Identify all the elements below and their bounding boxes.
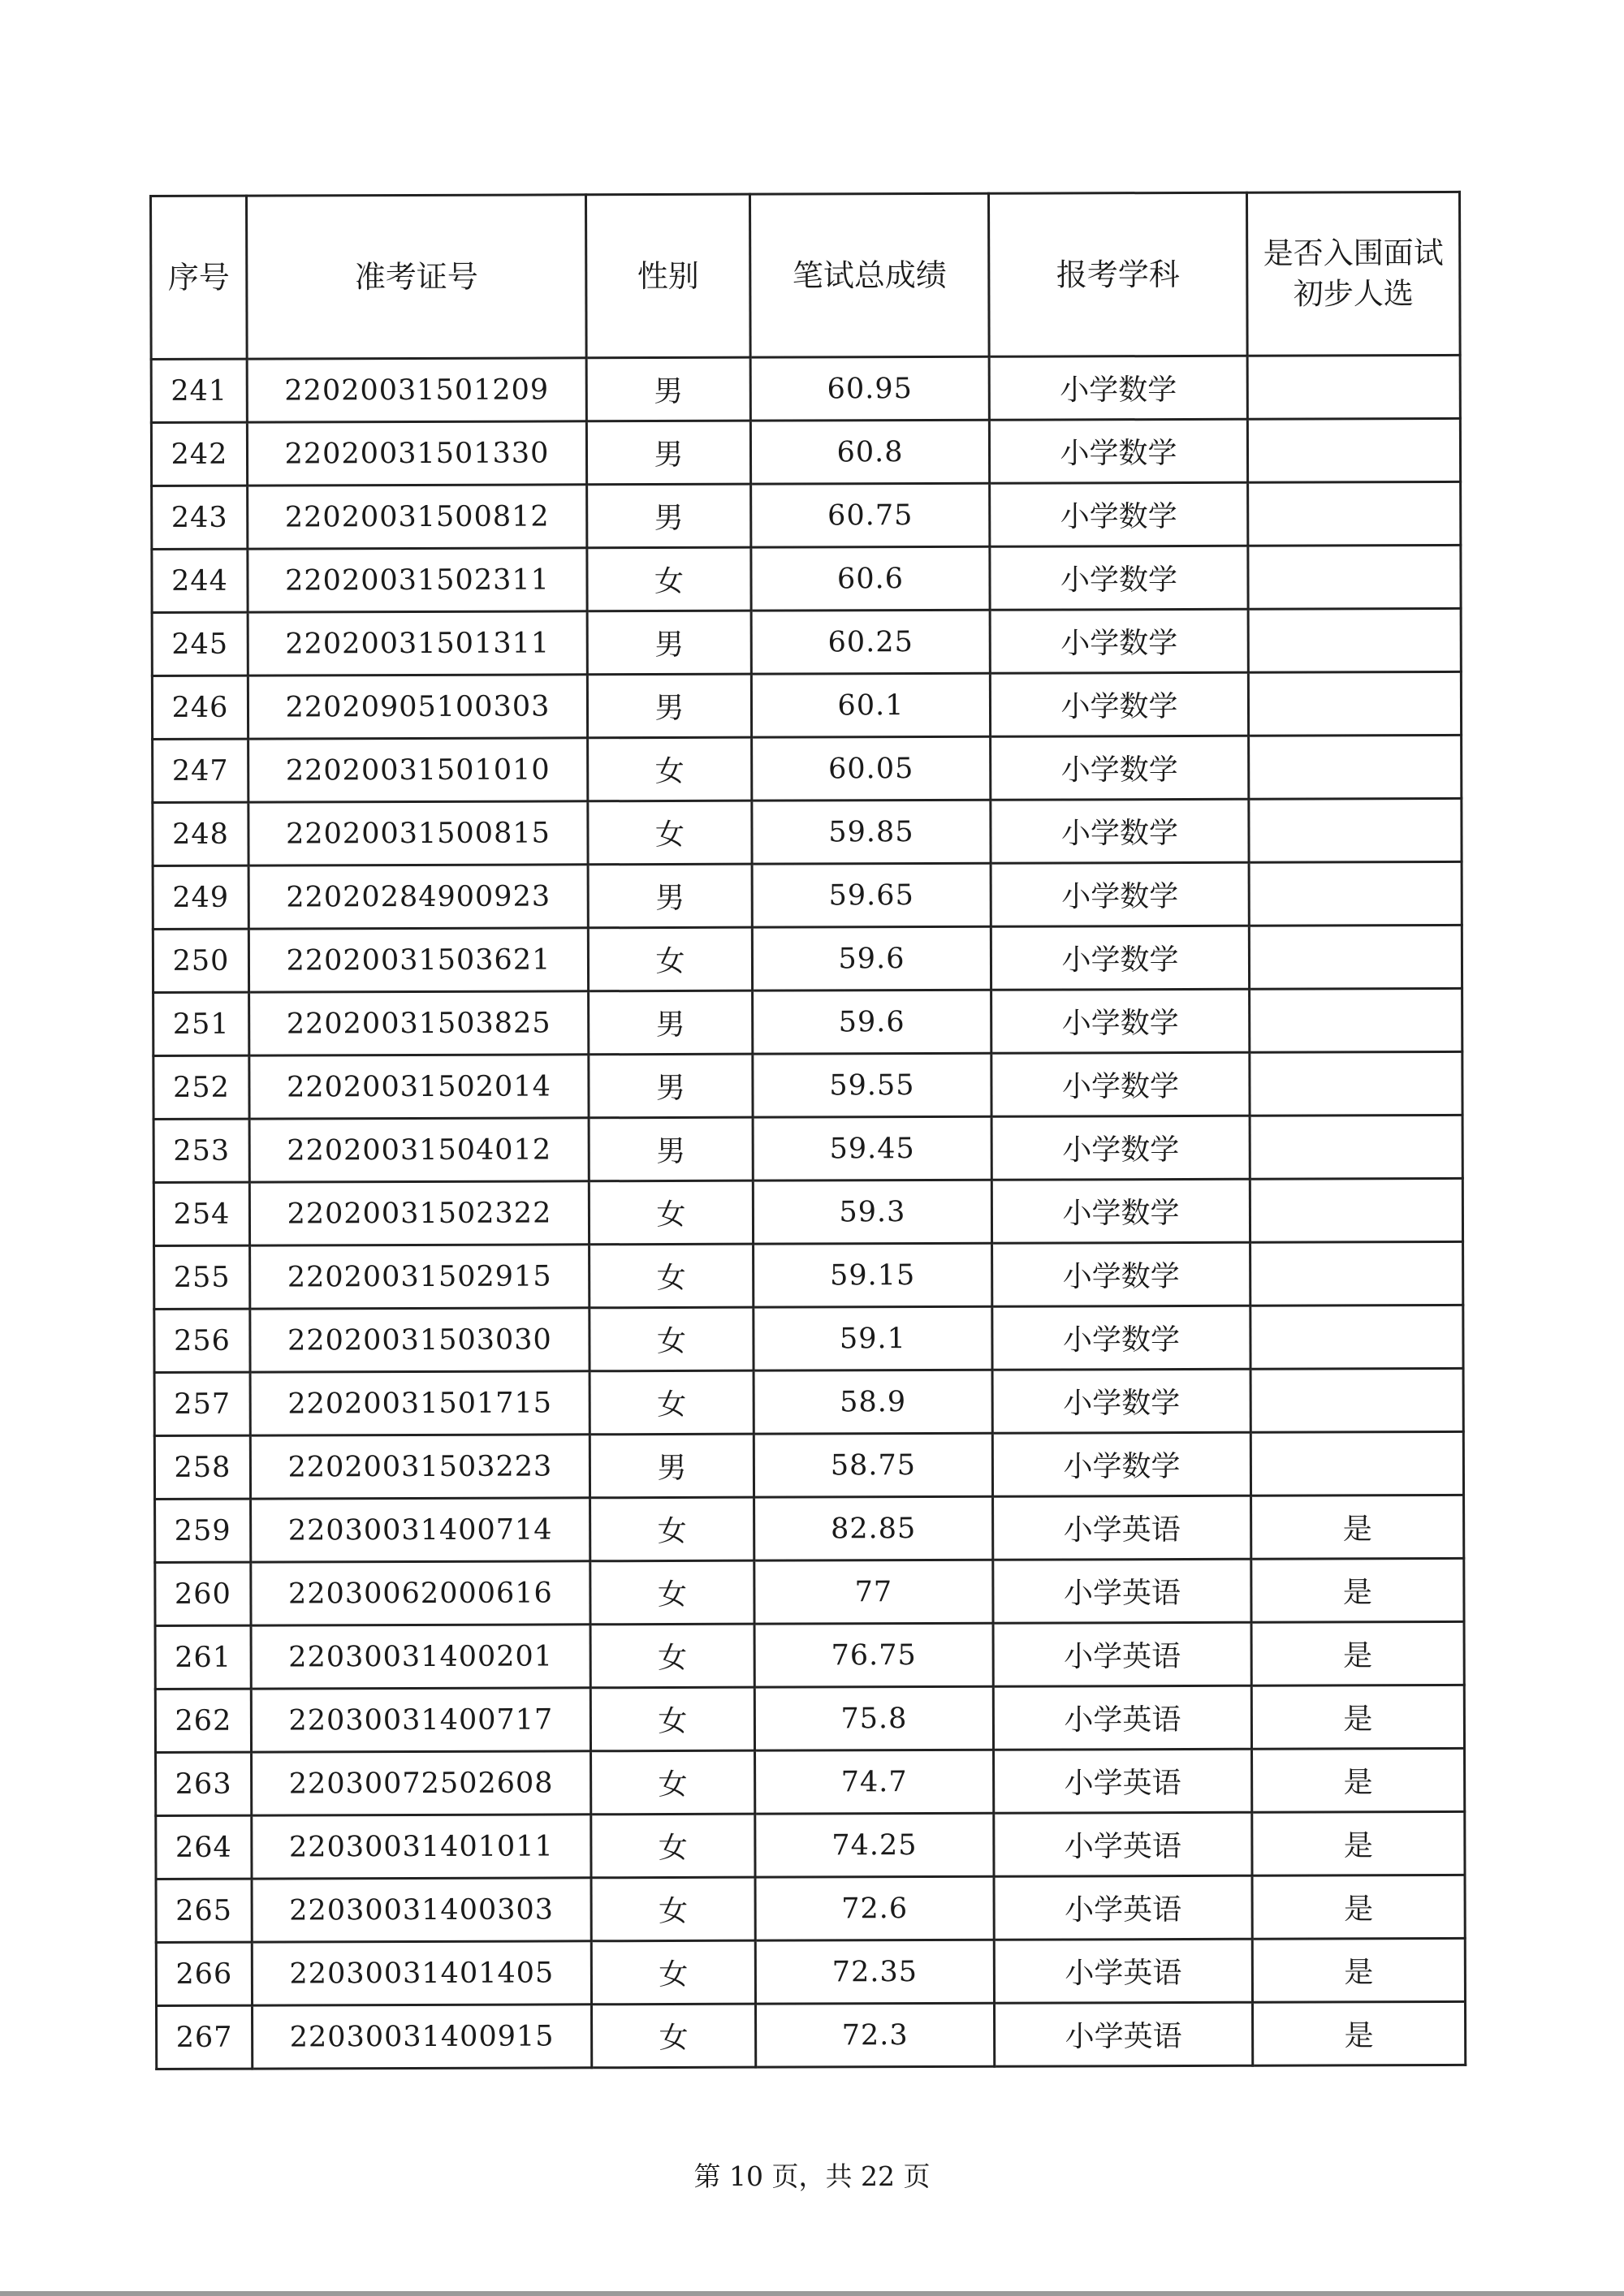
cell-score: 60.75 xyxy=(751,483,990,547)
cell-seq: 262 xyxy=(155,1689,251,1752)
cell-shortlisted: 是 xyxy=(1252,1875,1465,1939)
cell-gender: 女 xyxy=(592,2004,756,2068)
page-footer xyxy=(0,2156,1624,2194)
cell-shortlisted xyxy=(1248,481,1461,546)
cell-subject: 小学数学 xyxy=(991,736,1249,800)
cell-exam-id: 22020031501010 xyxy=(248,738,588,802)
cell-exam-id: 22020031500815 xyxy=(248,801,588,865)
cell-score: 59.6 xyxy=(752,926,991,990)
cell-seq: 261 xyxy=(155,1625,251,1689)
cell-gender: 女 xyxy=(588,737,752,801)
table-row xyxy=(152,608,1461,675)
cell-score: 76.75 xyxy=(754,1623,993,1687)
score-table xyxy=(149,191,1466,2070)
cell-gender: 男 xyxy=(586,357,750,421)
cell-score: 72.6 xyxy=(755,1876,994,1940)
cell-gender: 男 xyxy=(589,1117,753,1181)
cell-exam-id: 22020905100303 xyxy=(248,675,587,739)
cell-subject: 小学数学 xyxy=(991,1116,1250,1180)
cell-exam-id: 22030031400915 xyxy=(253,2005,592,2069)
scan-edge xyxy=(0,2291,1624,2296)
cell-score: 58.9 xyxy=(754,1370,992,1434)
cell-subject: 小学数学 xyxy=(992,1242,1250,1306)
cell-gender: 男 xyxy=(590,1434,754,1498)
cell-exam-id: 22030031400303 xyxy=(252,1878,591,1942)
cell-score: 59.55 xyxy=(753,1053,991,1117)
cell-score: 59.45 xyxy=(753,1116,991,1180)
cell-shortlisted xyxy=(1250,1051,1462,1116)
header-gender: 性别 xyxy=(586,194,751,358)
cell-score: 60.25 xyxy=(751,610,990,674)
cell-seq: 244 xyxy=(152,549,248,612)
cell-exam-id: 22020031502311 xyxy=(248,548,587,612)
cell-subject: 小学英语 xyxy=(993,1685,1251,1750)
table-row xyxy=(154,1431,1463,1499)
cell-gender: 女 xyxy=(587,547,751,611)
cell-shortlisted xyxy=(1248,545,1461,609)
cell-gender: 女 xyxy=(590,1307,754,1371)
cell-gender: 女 xyxy=(591,1750,755,1815)
cell-subject: 小学数学 xyxy=(989,356,1247,420)
cell-score: 77 xyxy=(754,1560,993,1624)
cell-subject: 小学数学 xyxy=(990,482,1248,546)
cell-exam-id: 22030031401405 xyxy=(252,1941,591,2005)
cell-subject: 小学数学 xyxy=(991,862,1249,926)
cell-score: 60.95 xyxy=(750,356,989,421)
cell-exam-id: 22030072502608 xyxy=(252,1751,591,1815)
cell-score: 60.6 xyxy=(751,546,990,611)
cell-gender: 女 xyxy=(590,1687,754,1751)
cell-shortlisted xyxy=(1249,861,1462,926)
cell-subject: 小学数学 xyxy=(991,989,1250,1053)
table-row xyxy=(152,545,1461,612)
cell-subject: 小学数学 xyxy=(989,419,1247,483)
header-subject: 报考学科 xyxy=(988,192,1247,356)
cell-exam-id: 22020031503223 xyxy=(250,1435,590,1499)
cell-subject: 小学数学 xyxy=(992,1306,1250,1370)
table-body xyxy=(151,355,1466,2069)
cell-exam-id: 22020031501715 xyxy=(250,1371,590,1435)
cell-shortlisted xyxy=(1247,355,1460,419)
cell-seq: 248 xyxy=(153,802,248,865)
cell-seq: 257 xyxy=(154,1372,250,1435)
cell-shortlisted: 是 xyxy=(1252,1938,1465,2002)
cell-subject: 小学英语 xyxy=(994,1749,1252,1813)
cell-seq: 264 xyxy=(156,1815,252,1879)
cell-gender: 男 xyxy=(589,990,753,1055)
cell-seq: 246 xyxy=(152,675,248,739)
cell-exam-id: 22020031503825 xyxy=(249,991,589,1055)
cell-subject: 小学数学 xyxy=(991,1179,1250,1243)
cell-score: 72.3 xyxy=(756,2003,995,2067)
cell-gender: 女 xyxy=(589,1180,753,1245)
cell-subject: 小学数学 xyxy=(990,609,1248,673)
cell-subject: 小学英语 xyxy=(994,1939,1252,2003)
cell-gender: 女 xyxy=(591,1814,755,1878)
cell-score: 59.3 xyxy=(753,1180,991,1244)
cell-score: 60.8 xyxy=(750,420,989,484)
cell-exam-id: 22020284900923 xyxy=(248,865,588,929)
header-score: 笔试总成绩 xyxy=(750,193,990,357)
cell-subject: 小学英语 xyxy=(994,1812,1252,1876)
cell-subject: 小学英语 xyxy=(993,1622,1251,1686)
footer-suffix: 页 xyxy=(903,2160,931,2192)
cell-seq: 267 xyxy=(157,2005,253,2069)
cell-score: 59.1 xyxy=(754,1306,992,1370)
table-row xyxy=(152,481,1461,549)
cell-shortlisted: 是 xyxy=(1251,1621,1464,1685)
cell-shortlisted xyxy=(1250,1241,1463,1306)
cell-shortlisted: 是 xyxy=(1251,1558,1464,1622)
cell-gender: 男 xyxy=(588,864,752,928)
cell-seq: 260 xyxy=(155,1562,251,1625)
table-row xyxy=(153,925,1462,992)
cell-shortlisted xyxy=(1249,735,1462,799)
cell-subject: 小学英语 xyxy=(994,1875,1252,1940)
cell-shortlisted xyxy=(1250,1305,1463,1369)
cell-seq: 263 xyxy=(156,1752,252,1815)
cell-shortlisted xyxy=(1250,988,1462,1052)
cell-subject: 小学数学 xyxy=(992,1432,1250,1496)
cell-seq: 259 xyxy=(155,1499,251,1562)
cell-subject: 小学英语 xyxy=(993,1559,1251,1623)
table-row xyxy=(156,1748,1465,1815)
cell-seq: 251 xyxy=(153,992,249,1055)
cell-shortlisted xyxy=(1249,925,1462,989)
cell-exam-id: 22020031502915 xyxy=(250,1245,590,1309)
cell-gender: 女 xyxy=(588,801,752,865)
cell-gender: 女 xyxy=(591,1877,755,1941)
table-row xyxy=(152,671,1461,739)
table-row xyxy=(151,355,1460,422)
cell-score: 59.6 xyxy=(753,990,991,1054)
footer-total-pages: 22 xyxy=(861,2160,895,2192)
cell-subject: 小学数学 xyxy=(990,546,1248,610)
table-row xyxy=(153,988,1462,1055)
cell-gender: 女 xyxy=(590,1370,754,1435)
cell-exam-id: 22020031502014 xyxy=(249,1055,589,1119)
cell-score: 74.25 xyxy=(755,1813,994,1877)
cell-gender: 女 xyxy=(590,1624,754,1688)
cell-exam-id: 22030031400717 xyxy=(251,1688,590,1752)
cell-gender: 男 xyxy=(589,1054,753,1118)
cell-exam-id: 22020031502322 xyxy=(249,1181,589,1245)
table-row xyxy=(153,1051,1462,1119)
cell-seq: 256 xyxy=(154,1309,250,1372)
header-seq: 序号 xyxy=(151,196,248,359)
cell-exam-id: 22020031501330 xyxy=(247,421,586,486)
footer-middle: 页，共 xyxy=(771,2160,853,2192)
cell-exam-id: 22030031401011 xyxy=(252,1815,591,1879)
cell-score: 60.1 xyxy=(751,673,990,737)
cell-subject: 小学英语 xyxy=(993,1495,1251,1560)
cell-shortlisted xyxy=(1250,1368,1463,1432)
cell-score: 74.7 xyxy=(755,1750,994,1814)
cell-exam-id: 22030062000616 xyxy=(251,1561,590,1625)
cell-seq: 252 xyxy=(153,1055,249,1119)
cell-shortlisted: 是 xyxy=(1251,1495,1464,1559)
table-row xyxy=(154,1305,1463,1372)
cell-seq: 254 xyxy=(153,1182,249,1245)
cell-shortlisted: 是 xyxy=(1253,2001,1466,2065)
table-row xyxy=(153,735,1462,802)
cell-exam-id: 22020031501311 xyxy=(248,611,587,675)
footer-prefix: 第 xyxy=(693,2160,721,2192)
cell-shortlisted xyxy=(1250,1431,1463,1495)
table-row xyxy=(155,1685,1464,1752)
cell-shortlisted xyxy=(1247,418,1460,482)
table-row xyxy=(153,1115,1462,1182)
footer-page-number: 10 xyxy=(729,2160,763,2192)
cell-score: 59.65 xyxy=(752,863,991,927)
table-row xyxy=(153,861,1462,929)
cell-gender: 女 xyxy=(591,1940,755,2005)
cell-subject: 小学数学 xyxy=(991,1052,1250,1116)
cell-subject: 小学数学 xyxy=(990,672,1248,736)
cell-seq: 247 xyxy=(153,739,248,802)
table-row xyxy=(154,1368,1463,1435)
cell-seq: 249 xyxy=(153,865,248,929)
cell-exam-id: 22020031503030 xyxy=(250,1308,590,1372)
cell-score: 75.8 xyxy=(754,1686,993,1750)
table-row xyxy=(151,418,1460,486)
cell-seq: 266 xyxy=(156,1942,252,2005)
cell-shortlisted xyxy=(1250,1178,1462,1242)
cell-score: 59.85 xyxy=(752,800,991,864)
header-row xyxy=(151,192,1461,359)
cell-score: 59.15 xyxy=(754,1243,992,1307)
cell-gender: 男 xyxy=(587,611,751,675)
cell-score: 60.05 xyxy=(752,736,991,801)
cell-shortlisted: 是 xyxy=(1252,1811,1465,1875)
cell-score: 72.35 xyxy=(755,1940,994,2004)
cell-gender: 女 xyxy=(590,1560,754,1625)
cell-exam-id: 22020031500812 xyxy=(248,485,587,549)
cell-seq: 265 xyxy=(156,1879,252,1942)
table-row xyxy=(155,1558,1464,1625)
cell-seq: 243 xyxy=(152,486,248,549)
cell-seq: 253 xyxy=(153,1119,249,1182)
cell-gender: 男 xyxy=(587,484,751,548)
cell-score: 58.75 xyxy=(754,1433,992,1497)
cell-shortlisted xyxy=(1250,1115,1462,1179)
cell-gender: 女 xyxy=(590,1497,754,1561)
cell-seq: 245 xyxy=(152,612,248,675)
cell-score: 82.85 xyxy=(754,1496,993,1560)
header-shortlisted: 是否入围面试初步人选 xyxy=(1246,192,1460,356)
table-row xyxy=(156,1875,1465,1942)
cell-shortlisted xyxy=(1249,798,1462,862)
cell-seq: 255 xyxy=(154,1245,250,1309)
cell-shortlisted: 是 xyxy=(1252,1748,1465,1812)
cell-shortlisted xyxy=(1248,671,1461,736)
cell-exam-id: 22020031501209 xyxy=(247,358,586,422)
table-header xyxy=(151,192,1461,359)
table-row xyxy=(156,1938,1465,2005)
cell-gender: 女 xyxy=(590,1244,754,1308)
cell-exam-id: 22030031400201 xyxy=(251,1625,590,1689)
table-row xyxy=(155,1621,1464,1689)
table-row xyxy=(157,2001,1466,2069)
cell-subject: 小学数学 xyxy=(991,799,1249,863)
table-row xyxy=(155,1495,1464,1562)
cell-subject: 小学英语 xyxy=(995,2002,1253,2066)
cell-shortlisted xyxy=(1248,608,1461,672)
cell-gender: 男 xyxy=(586,421,750,485)
table-row xyxy=(153,798,1462,865)
cell-exam-id: 22020031503621 xyxy=(248,928,588,992)
cell-gender: 男 xyxy=(587,674,751,738)
header-exam-id: 准考证号 xyxy=(247,195,587,359)
cell-seq: 250 xyxy=(153,929,248,992)
cell-gender: 女 xyxy=(588,927,752,991)
cell-shortlisted: 是 xyxy=(1251,1685,1464,1749)
cell-seq: 258 xyxy=(154,1435,250,1499)
table-row xyxy=(154,1241,1463,1309)
cell-seq: 241 xyxy=(151,359,247,422)
table-row xyxy=(153,1178,1462,1245)
cell-exam-id: 22020031504012 xyxy=(249,1118,589,1182)
cell-subject: 小学数学 xyxy=(992,1369,1250,1433)
table-row xyxy=(156,1811,1465,1879)
cell-exam-id: 22030031400714 xyxy=(251,1498,590,1562)
cell-subject: 小学数学 xyxy=(991,926,1249,990)
cell-seq: 242 xyxy=(151,422,247,486)
